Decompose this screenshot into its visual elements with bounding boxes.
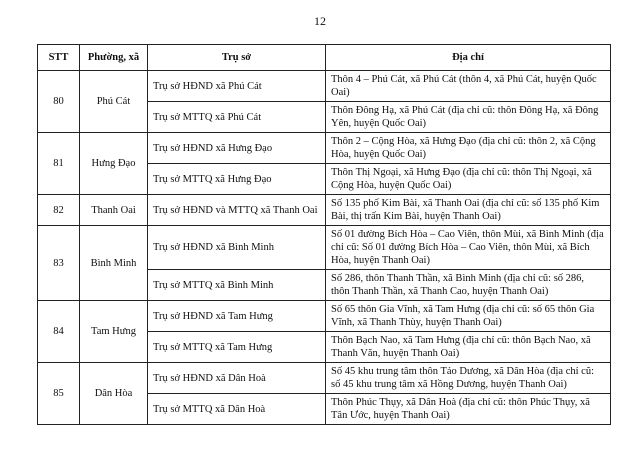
header-ward: Phường, xã <box>80 45 148 71</box>
table-row <box>38 301 611 332</box>
ward-cell: Thanh Oai <box>80 195 148 226</box>
office-cell: Trụ sở HĐND xã Phú Cát <box>148 71 326 102</box>
stt-cell: 84 <box>38 301 80 363</box>
table-header-row <box>38 45 611 71</box>
office-cell: Trụ sở HĐND xã Dân Hoà <box>148 363 326 394</box>
stt-cell: 82 <box>38 195 80 226</box>
office-cell: Trụ sở HĐND xã Hưng Đạo <box>148 133 326 164</box>
office-cell: Trụ sở HĐND và MTTQ xã Thanh Oai <box>148 195 326 226</box>
office-cell: Trụ sở MTTQ xã Bình Minh <box>148 270 326 301</box>
ward-cell: Dân Hòa <box>80 363 148 425</box>
address-cell: Thôn Đông Hạ, xã Phú Cát (địa chỉ cũ: thôn Đông Hạ, xã Đông Yên, huyện Quốc Oai) <box>326 102 611 133</box>
ward-cell: Tam Hưng <box>80 301 148 363</box>
ward-cell: Phú Cát <box>80 71 148 133</box>
office-cell: Trụ sở MTTQ xã Dân Hoà <box>148 394 326 425</box>
ward-cell: Bình Minh <box>80 226 148 301</box>
table-row <box>38 71 611 102</box>
stt-cell: 80 <box>38 71 80 133</box>
ward-cell: Hưng Đạo <box>80 133 148 195</box>
address-cell: Thôn 4 – Phú Cát, xã Phú Cát (thôn 4, xã Phú Cát, huyện Quốc Oai) <box>326 71 611 102</box>
header-address: Địa chỉ <box>326 45 611 71</box>
address-cell: Thôn Phúc Thụy, xã Dân Hoà (địa chỉ cũ: thôn Phúc Thụy, xã Tân Ước, huyện Thanh Oai) <box>326 394 611 425</box>
table-row <box>38 226 611 270</box>
stt-cell: 83 <box>38 226 80 301</box>
office-cell: Trụ sở MTTQ xã Phú Cát <box>148 102 326 133</box>
office-cell: Trụ sở MTTQ xã Tam Hưng <box>148 332 326 363</box>
address-cell: Số 65 thôn Gia Vĩnh, xã Tam Hưng (địa chỉ cũ: số 65 thôn Gia Vĩnh, xã Thanh Thùy, huyện Thanh Oai) <box>326 301 611 332</box>
address-cell: Số 01 đường Bích Hòa – Cao Viên, thôn Mùi, xã Bình Minh (địa chỉ cũ: Số 01 đường Bích Hòa – Cao Viên, thôn Mùi, xã Bích Hòa, huyện Thanh Oai) <box>326 226 611 270</box>
table-row <box>38 195 611 226</box>
office-cell: Trụ sở HĐND xã Tam Hưng <box>148 301 326 332</box>
stt-cell: 85 <box>38 363 80 425</box>
header-office: Trụ sở <box>148 45 326 71</box>
address-cell: Thôn 2 – Cộng Hòa, xã Hưng Đạo (địa chỉ cũ: thôn 2, xã Cộng Hòa, huyện Quốc Oai) <box>326 133 611 164</box>
address-cell: Thôn Thị Ngoại, xã Hưng Đạo (địa chỉ cũ: thôn Thị Ngoại, xã Cộng Hòa, huyện Quốc Oai) <box>326 164 611 195</box>
address-cell: Số 45 khu trung tâm thôn Tảo Dương, xã Dân Hòa (địa chỉ cũ: số 45 khu trung tâm xã Hồng Dương, huyện Thanh Oai) <box>326 363 611 394</box>
page-number: 12 <box>314 14 326 28</box>
table-body <box>38 71 611 425</box>
table-row <box>38 363 611 394</box>
table-row <box>38 133 611 164</box>
stt-cell: 81 <box>38 133 80 195</box>
header-stt: STT <box>38 45 80 71</box>
address-cell: Thôn Bạch Nao, xã Tam Hưng (địa chỉ cũ: thôn Bạch Nao, xã Thanh Văn, huyện Thanh Oai) <box>326 332 611 363</box>
address-cell: Số 135 phố Kim Bài, xã Thanh Oai (địa chỉ cũ: số 135 phố Kim Bài, thị trấn Kim Bài, huyện Thanh Oai) <box>326 195 611 226</box>
office-cell: Trụ sở HĐND xã Bình Minh <box>148 226 326 270</box>
office-cell: Trụ sở MTTQ xã Hưng Đạo <box>148 164 326 195</box>
office-address-table <box>37 44 611 425</box>
address-cell: Số 286, thôn Thanh Thần, xã Bình Minh (địa chỉ cũ: số 286, thôn Thanh Thần, xã Thanh Cao, huyện Thanh Oai) <box>326 270 611 301</box>
